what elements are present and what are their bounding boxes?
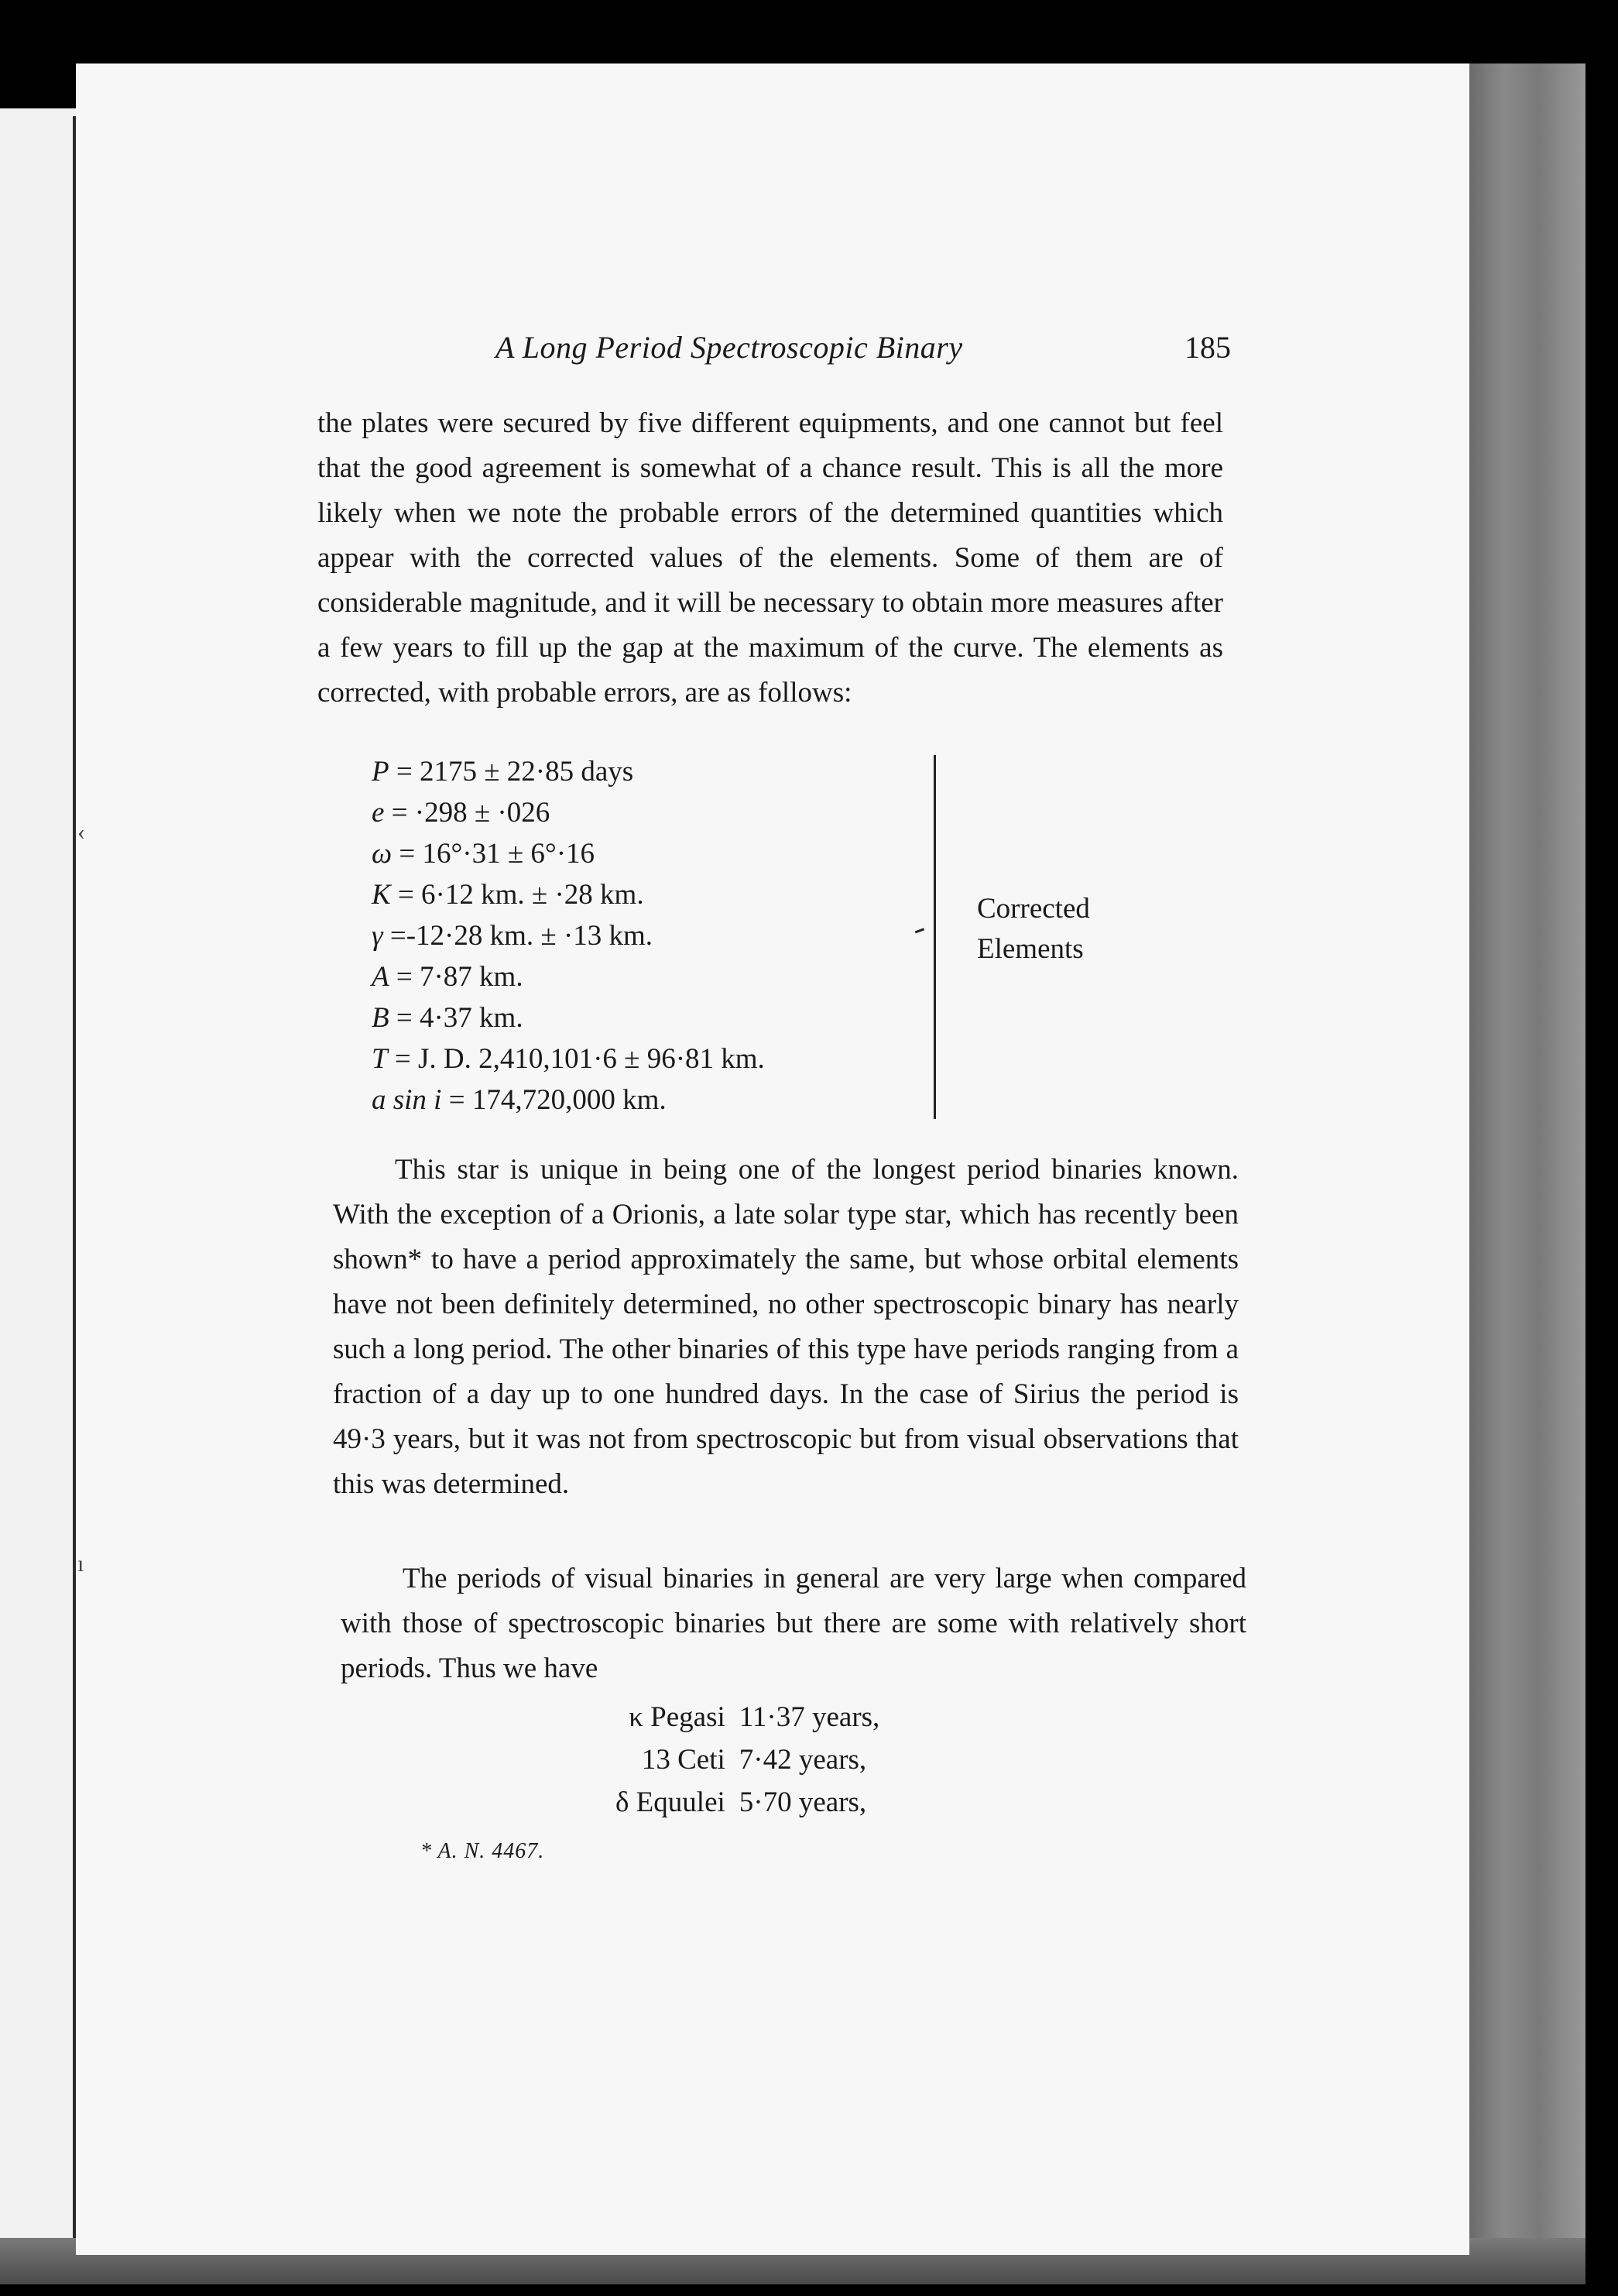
visual-binaries-list <box>615 1696 893 1824</box>
element-row <box>372 1038 914 1079</box>
element-symbol: K <box>372 879 391 911</box>
element-row <box>372 833 914 874</box>
footnote: * A. N. 4467. <box>420 1839 545 1863</box>
element-row <box>372 956 914 997</box>
element-row <box>372 874 914 915</box>
element-row <box>372 751 914 792</box>
element-value: = 7·87 km. <box>396 961 523 993</box>
running-head <box>495 329 1231 366</box>
element-symbol: B <box>372 1002 389 1034</box>
star-name: 13 Ceti <box>641 1744 725 1776</box>
facing-page-edge <box>0 108 76 2269</box>
margin-mark: ‹ <box>77 819 85 845</box>
element-row <box>372 1079 914 1121</box>
element-value: = 4·37 km. <box>396 1002 523 1034</box>
label-line: Elements <box>977 933 1084 965</box>
binary-row <box>615 1696 893 1738</box>
binary-row <box>615 1781 893 1824</box>
margin-mark: ı <box>77 1551 84 1577</box>
element-value: = 2175 ± 22·85 days <box>396 756 634 788</box>
element-symbol: ω <box>372 838 393 870</box>
element-symbol: P <box>372 756 389 788</box>
element-value: = ·298 ± ·026 <box>391 797 550 829</box>
element-value: = J. D. 2,410,101·6 ± 96·81 km. <box>394 1043 765 1075</box>
element-row <box>372 997 914 1038</box>
element-symbol: a sin i <box>372 1084 442 1116</box>
star-period: 7·42 years, <box>739 1744 867 1776</box>
binary-row <box>615 1738 893 1781</box>
orbital-elements-list <box>372 751 914 1121</box>
element-value: = 174,720,000 km. <box>448 1084 667 1116</box>
star-name: κ Pegasi <box>629 1701 725 1733</box>
element-row <box>372 792 914 833</box>
element-value: = 6·12 km. ± ·28 km. <box>397 879 644 911</box>
element-symbol: e <box>372 797 385 829</box>
page-number: 185 <box>1184 330 1231 365</box>
label-line: Corrected <box>977 893 1090 925</box>
book-edge <box>1469 63 1585 2270</box>
paragraph: the plates were secured by five different equipments, and one cannot but feel that the good agreement is somewhat of a chance result. This is all the more likely when we note the probable errors of the determined quantities which appear with the corrected values of the elements. Some of them are of considerable magnitude, and it will be necessary to obtain more measures after a few years to fill up the gap at the maximum of the curve. The elements as corrected, with probable errors, are as follows: <box>317 407 1223 709</box>
paragraph: This star is unique in being one of the longest period binaries known. With the exception of a Orionis, a late solar type star, which has recently been shown* to have a period approximately the same, but whose orbital elements have not been definitely determined, no other spectroscopic binary has nearly such a long period. The other binaries of this type have periods ranging from a fraction of a day up to one hundred days. In the case of Sirius the period is 49·3 years, but it was not from spectroscopic but from visual observations that this was determined. <box>333 1154 1239 1500</box>
element-value: =-12·28 km. ± ·13 km. <box>389 920 653 952</box>
star-period: 5·70 years, <box>739 1786 867 1818</box>
star-name: δ Equulei <box>615 1786 725 1818</box>
star-period: 11·37 years, <box>739 1701 880 1733</box>
element-symbol: A <box>372 961 389 993</box>
corrected-elements-label <box>977 889 1132 970</box>
element-row <box>372 915 914 956</box>
element-symbol: γ <box>372 920 383 952</box>
element-symbol: T <box>372 1043 388 1075</box>
running-title: A Long Period Spectroscopic Binary <box>495 330 963 365</box>
element-value: = 16°·31 ± 6°·16 <box>399 838 595 870</box>
paragraph: The periods of visual binaries in general are very large when compared with those of spectroscopic binaries but there are some with relatively short periods. Thus we have <box>341 1563 1246 1684</box>
